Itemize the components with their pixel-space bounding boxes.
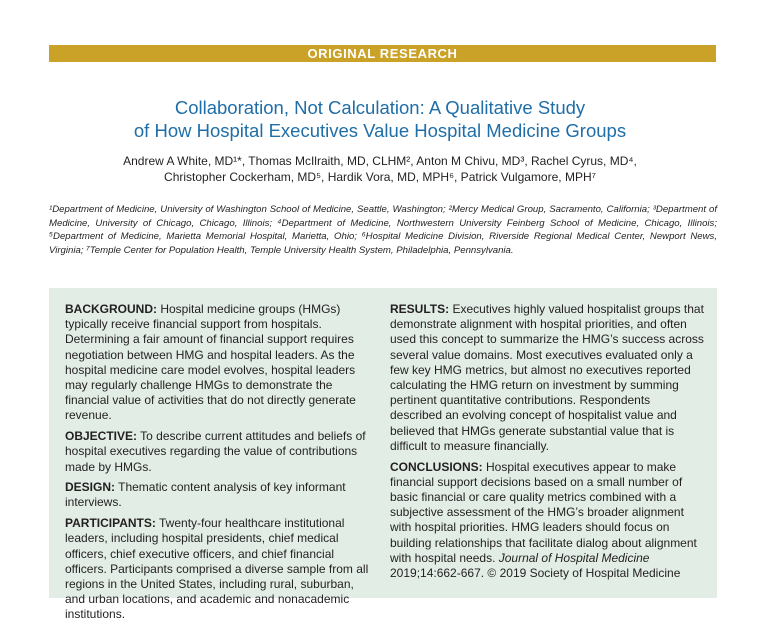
abstract-conclusions [390,460,704,582]
title-line-2: of How Hospital Executives Value Hospital Medicine Groups [133,120,627,141]
design-text: Thematic content analysis of key informant interviews. [65,480,346,510]
authors-line-2: Christopher Cockerham, MD⁵, Hardik Vora, MD, MPH⁶, Patrick Vulgamore, MPH⁷ [164,170,596,184]
abstract-results [390,302,704,454]
participants-heading: PARTICIPANTS: [65,516,156,531]
participants-text: Twenty-four healthcare institutional leaders, including hospital presidents, chief medical officers, chief executive officers, and chief financial officers. Participants comprised a diverse sample from all regions in the United States, including rural, suburban, and urban locations, and academic and nonacademic institutions. [65,516,369,622]
background-heading: BACKGROUND: [65,302,157,316]
objective-heading: OBJECTIVE: [65,429,138,444]
article-title [40,96,720,142]
objective-text: To describe current attitudes and beliefs of hospital executives regarding the value of contributions made by HMGs. [65,429,366,474]
abstract-design [65,480,374,510]
citation-text: 2019;14:662-667. © 2019 Society of Hospital Medicine [390,565,681,580]
results-heading: RESULTS: [390,302,450,316]
affiliations: ¹Department of Medicine, University of Washington School of Medicine, Seattle, Washington; ²Mercy Medical Group, Sacramento, California; ³Department of Medicine, University of Chicago, Chicago, Illinois; ⁴Department of Medicine, Northwestern University Feinberg School of Medicine, Chicago, Illinois; ⁵Department of Medicine, Marietta Memorial Hospital, Marietta, Ohio; ⁶Hospital Medicine Division, Riverside Regional Medical Center, Newport News, Virginia; ⁷Temple Center for Population Health, Temple University Health System, Philadelphia, Pennsylvania. [49,204,717,256]
journal-name: Journal of Hospital Medicine [498,550,650,565]
author-list [40,153,720,185]
results-text: Executives highly valued hospitalist groups that demonstrate alignment with hospital priorities, and often used this concept to summarize the HMG’s success across several value domains. Most executives evaluated only a few key HMG metrics, but almost no executives reported calculating the HMG return on investment by summing pertinent quantitative contributions. Respondents described an evolving concept of hospitalist value and believed that HMGs generate substantial value that is difficult to measure financially. [390,302,704,453]
background-text: Hospital medicine groups (HMGs) typically receive financial support from hospitals. Determining a fair amount of financial support requires negotiation between HMG and hospital leaders. As the hospital medicine care model evolves, hospital leaders may regularly challenge HMGs to demonstrate the financial value of activities that do not directly generate revenue. [65,302,356,423]
abstract-background [65,302,374,424]
abstract-right-column [390,302,704,587]
abstract-objective [65,429,374,475]
abstract-left-column [65,302,374,628]
conclusions-text: Hospital executives appear to make financial support decisions based on a small number of basic financial or care quality metrics combined with a subjective assessment of the HMG’s broader alignment with hospital priorities. HMG leaders should focus on building relationships that facilitate dialog about alignment with hospital needs. [390,459,697,565]
authors-line-1: Andrew A White, MD¹*, Thomas McIlraith, MD, CLHM², Anton M Chivu, MD³, Rachel Cyrus, MD⁴, [123,154,637,168]
conclusions-heading: CONCLUSIONS: [390,459,483,474]
abstract-participants [65,516,374,622]
abstract-box [49,288,717,622]
design-heading: DESIGN: [65,480,116,495]
title-line-1: Collaboration, Not Calculation: A Qualitative Study [174,97,586,118]
section-banner: ORIGINAL RESEARCH [49,45,716,62]
